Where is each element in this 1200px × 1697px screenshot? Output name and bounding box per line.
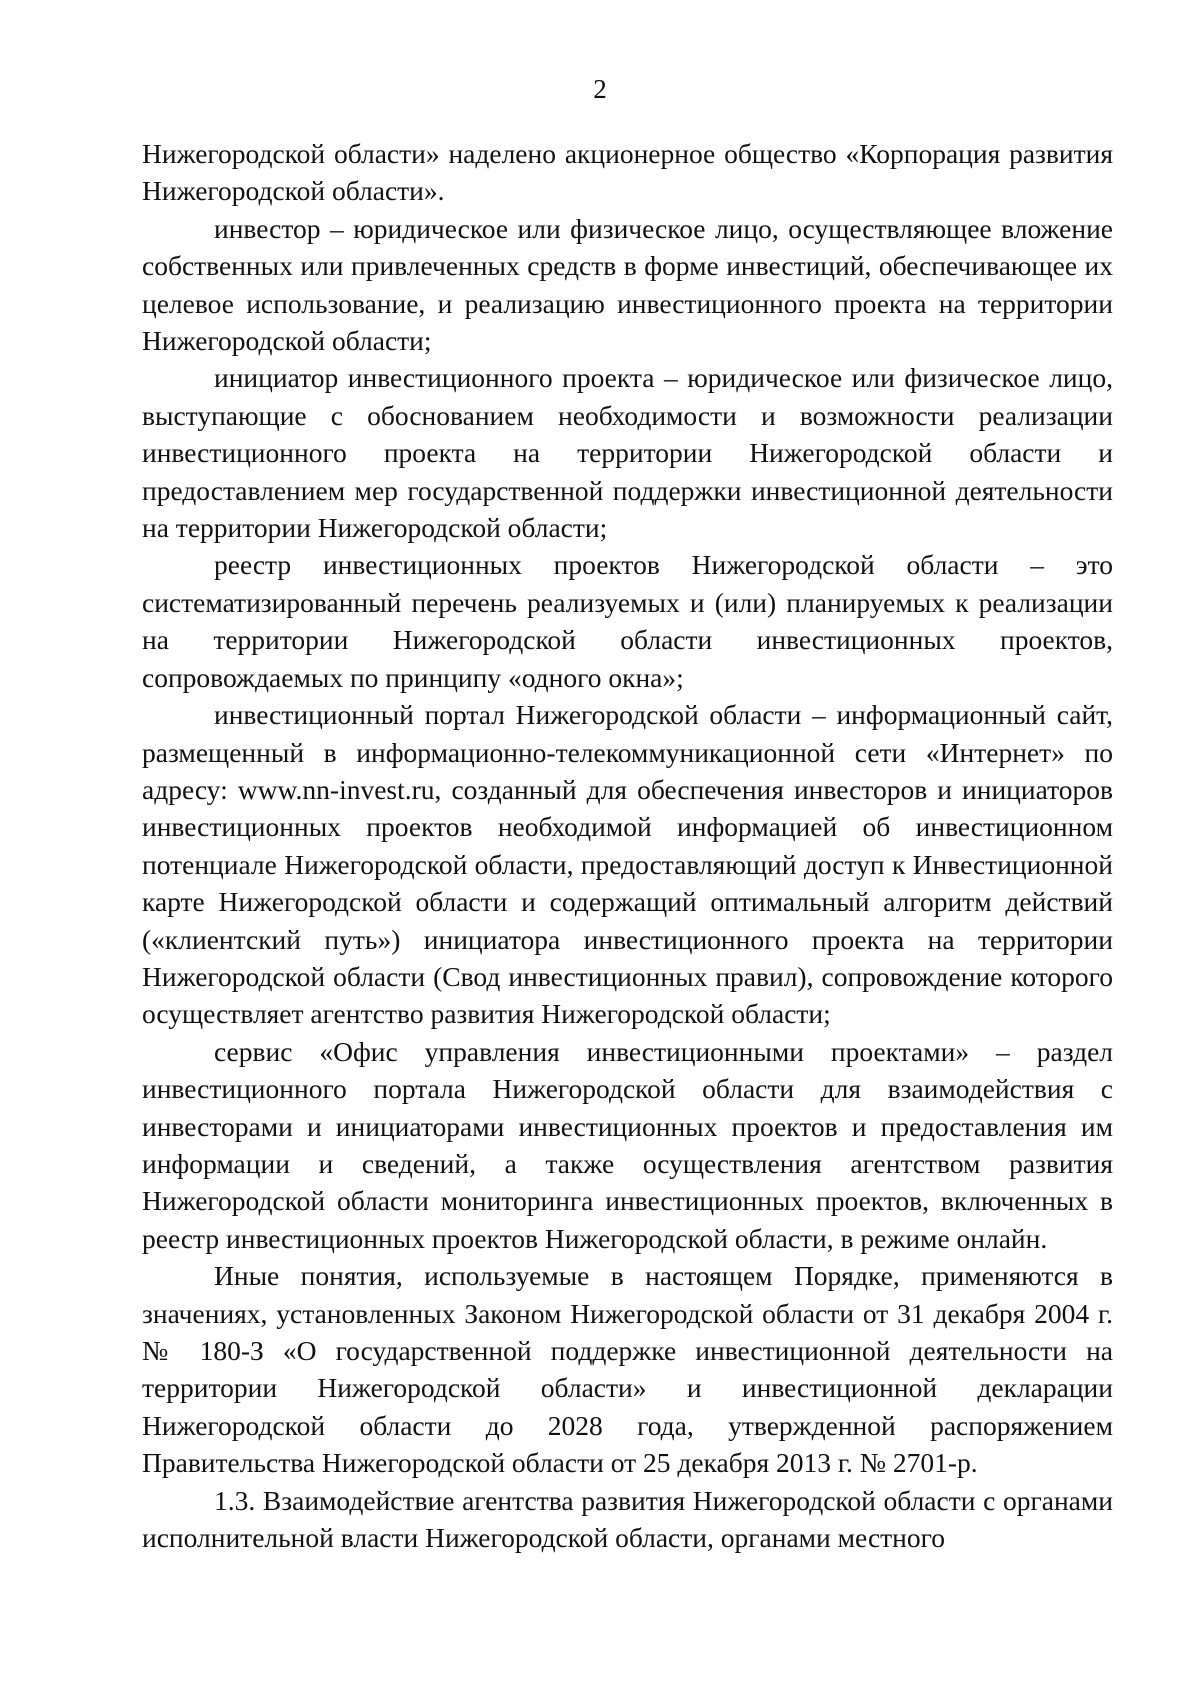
paragraph-initiator-definition: инициатор инвестиционного проекта – юридическое или физическое лицо, выступающие с обоснованием необходимости и возможности реализации инвестиционного проекта на территории Нижегородской области и предоставлением мер государственной поддержки инвестиционной деятельности на территории Нижегородской области; [142, 362, 1113, 544]
paragraph-registry-definition: реестр инвестиционных проектов Нижегородской области – это систематизированный перечень реализуемых и (или) планируемых к реализации на территории Нижегородской области инвестиционных проектов, сопровождаемых по принципу «одного окна»; [142, 549, 1113, 693]
page-number: 2 [593, 74, 607, 104]
paragraph-section-1-3: 1.3. Взаимодействие агентства развития Нижегородской области с органами исполнительной власти Нижегородской области, органами местного [142, 1484, 1113, 1554]
paragraph-investor-definition: инвестор – юридическое или физическое лицо, осуществляющее вложение собственных или привлеченных средств в форме инвестиций, обеспечивающее их целевое использование, и реализацию инвестиционного проекта на территории Нижегородской области; [142, 212, 1113, 357]
paragraph-office-service-definition: сервис «Офис управления инвестиционными проектами» – раздел инвестиционного портала Нижегородской области для взаимодействия с инвесторами и инициаторами инвестиционных проектов и предоставления им информации и сведений, а также осуществления агентством развития Нижегородской области мониторинга инвестиционных проектов, включенных в реестр инвестиционных проектов Нижегородской области, в режиме онлайн. [142, 1035, 1113, 1254]
paragraph-continuation: Нижегородской области» наделено акционерное общество «Корпорация развития Нижегородской области». [142, 138, 1113, 207]
document-body [142, 135, 1113, 1556]
paragraph-portal-definition: инвестиционный портал Нижегородской области – информационный сайт, размещенный в информационно-телекоммуникационной сети «Интернет» по адресу: www.nn-invest.ru, созданный для обеспечения инвесторов и инициаторов инвестиционных проектов необходимой информацией об инвестиционном потенциале Нижегородской области, предоставляющий доступ к Инвестиционной карте Нижегородской области и содержащий оптимальный алгоритм действий («клиентский путь») инициатора инвестиционного проекта на территории Нижегородской области (Свод инвестиционных правил), сопровождение которого осуществляет агентство развития Нижегородской области; [142, 699, 1113, 1030]
paragraph-other-terms: Иные понятия, используемые в настоящем Порядке, применяются в значениях, установленных Законом Нижегородской области от 31 декабря 2004 г. № 180-З «О государственной поддержке инвестиционной деятельности на территории Нижегородской области» и инвестиционной декларации Нижегородской области до 2028 года, утвержденной распоряжением Правительства Нижегородской области от 25 декабря 2013 г. № 2701-р. [142, 1260, 1113, 1479]
